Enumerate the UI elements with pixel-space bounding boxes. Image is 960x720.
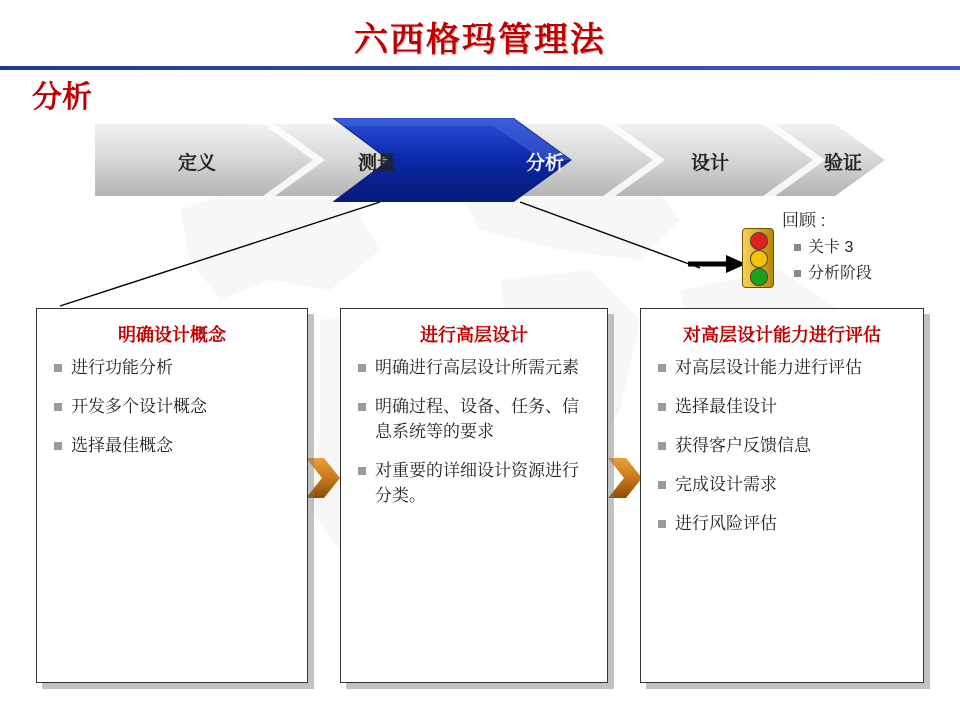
phase-ribbon (95, 118, 885, 202)
phase-label-1[interactable]: 测量 (357, 153, 396, 174)
review-block (782, 206, 957, 287)
section-heading: 分析 (32, 81, 92, 114)
review-title: 回顾 : (782, 211, 826, 230)
flow-arrow-2-icon (608, 452, 642, 504)
title-underline (0, 66, 960, 70)
phase-label-2[interactable]: 分析 (525, 153, 564, 174)
content-box-2 (340, 308, 608, 683)
list-item: 对高层设计能力进行评估 (675, 355, 909, 380)
title-band (0, 0, 960, 69)
box-list (641, 355, 923, 536)
traffic-light-amber (750, 250, 768, 268)
content-box-3 (640, 308, 924, 683)
list-item: 开发多个设计概念 (71, 394, 293, 419)
box-list (37, 355, 307, 458)
page-title: 六西格玛管理法 (354, 21, 606, 59)
flow-arrow-1-icon (306, 452, 340, 504)
box-list (341, 355, 607, 508)
phase-label-4[interactable]: 验证 (823, 153, 862, 174)
box-title: 进行高层设计 (420, 325, 528, 345)
review-list (782, 235, 957, 287)
list-item: 完成设计需求 (675, 472, 909, 497)
box-title: 对高层设计能力进行评估 (683, 325, 881, 345)
phase-label-0[interactable]: 定义 (177, 153, 216, 174)
list-item: 进行风险评估 (675, 511, 909, 536)
phase-label-3[interactable]: 设计 (690, 153, 729, 174)
list-item: 进行功能分析 (71, 355, 293, 380)
traffic-light-icon (742, 228, 774, 288)
box-title: 明确设计概念 (118, 325, 226, 345)
traffic-light-green (750, 268, 768, 286)
list-item: 对重要的详细设计资源进行分类。 (375, 458, 593, 508)
list-item: 关卡 3 (808, 235, 957, 261)
list-item: 选择最佳概念 (71, 433, 293, 458)
list-item: 明确过程、设备、任务、信息系统等的要求 (375, 394, 593, 444)
content-box-1 (36, 308, 308, 683)
traffic-light-red (750, 232, 768, 250)
list-item: 明确进行高层设计所需元素 (375, 355, 593, 380)
list-item: 选择最佳设计 (675, 394, 909, 419)
list-item: 分析阶段 (808, 261, 957, 287)
list-item: 获得客户反馈信息 (675, 433, 909, 458)
